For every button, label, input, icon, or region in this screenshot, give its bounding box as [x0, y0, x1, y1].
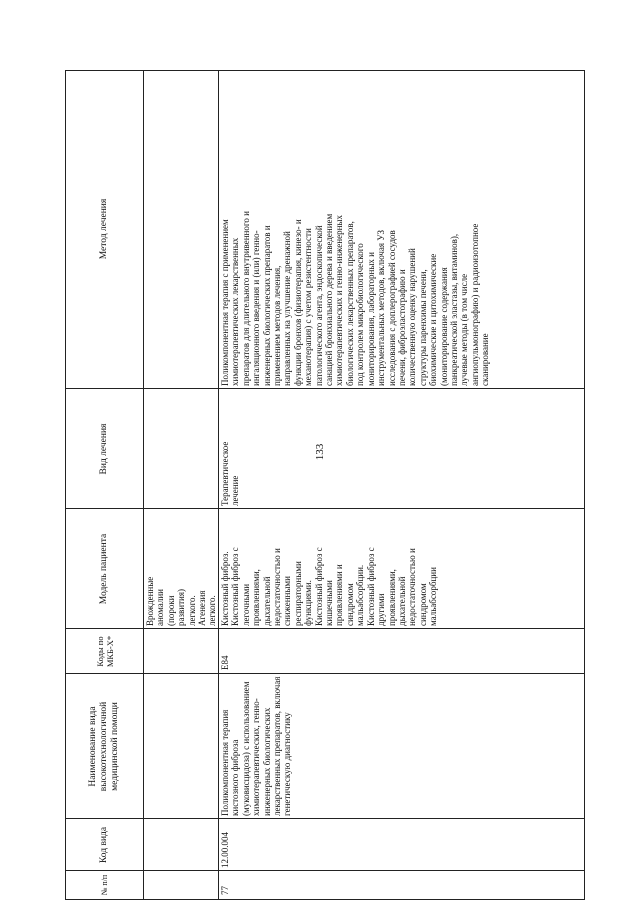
medical-care-table: [65, 70, 585, 900]
rotated-page: [65, 70, 585, 900]
patient-model-congenital-anomalies: Врожденные аномалии (пороки развития) легкого. Агенезия легкого.: [145, 576, 217, 626]
care-name: Поликомпонентная терапия кистозного фиброза (муковисцидоза) с использованием химиотерапевтических, генно-инженерных биологических лекарственных препаратов, включая генетическую диагностику: [220, 676, 293, 816]
treatment-type: Терапевтическое лечение: [220, 441, 241, 506]
header-num: № п/п: [100, 874, 109, 896]
header-treatment-type: Вид лечения: [99, 423, 109, 475]
row-number: 77: [220, 886, 230, 895]
header-treatment-method: Метод лечения: [99, 198, 109, 260]
header-icd-codes: Коды по МКБ-X*: [94, 635, 115, 668]
header-type-code: Код вида: [99, 826, 109, 864]
header-care-name: Наименование вида высокотехнологичной медицинской помощи: [88, 701, 120, 792]
type-code: 12.00.004: [220, 832, 230, 868]
header-patient-model: Модель пациента: [99, 533, 109, 605]
page-number: 133: [314, 443, 326, 461]
row-divider: [143, 71, 144, 899]
patient-model-cystic-fibrosis: Кистозный фиброз. Кистозный фиброз с легочными проявлениями, дыхательной недостаточностью и сниженными респираторными функциями. Кистозный фиброз с кишечными проявлениями и синдромом мальабсорбции. Кистозный фиброз с другими проявлениями, дыхательной недостаточностью и синдромом мальабсорбции: [220, 547, 439, 626]
treatment-method: Поликомпонентная терапия с применением химиотерапевтических лекарственных препаратов для длительного внутривенного и ингаляционного введения и (или) генно-инженерных биологических препаратов и применением методов лечения, направленных на улучшение дренажной функции бронхов (физиотерапия, кинезо- и механотерапия) с учетом резистентности патологического агента, эндоскопической санацией бронхиального дерева и введением химиотерапевтических и генно-инженерных биологических лекарственных препаратов, под контролем микробиологического мониторирования, лабораторных и инструментальных методов, включая УЗ исследования с доплерографией сосудов печени, фиброэластографию и количественную оценку нарушений структуры паренхимы печени, биохимические и цитохимические (мониторирование содержания панкреатической эластазы, витаминов), лучевые методы (в том числе ангиопульмонографию) и радиоизотопное сканирование: [220, 211, 491, 386]
row-divider: [218, 71, 219, 899]
icd-code: E84: [220, 655, 230, 670]
